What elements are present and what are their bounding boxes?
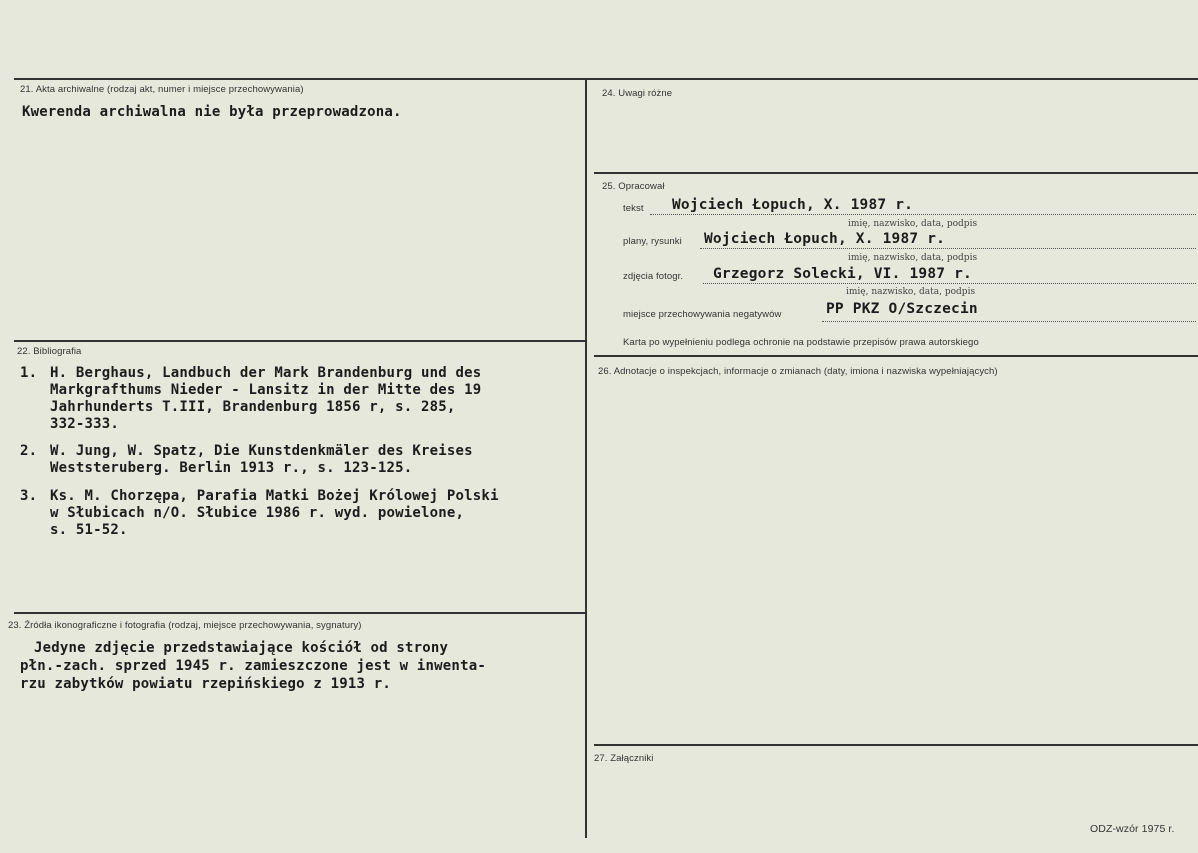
divider-21-22: [14, 340, 586, 342]
form-version-footer: ODZ-wzór 1975 r.: [1090, 823, 1175, 835]
section-21-text: Kwerenda archiwalna nie była przeprowadzona.: [22, 104, 402, 120]
bibliography-entry-1-line-1: H. Berghaus, Landbuch der Mark Brandenburg und des: [50, 365, 482, 381]
tekst-hint: imię, nazwisko, data, podpis: [848, 219, 978, 229]
zdjecia-hint: imię, nazwisko, data, podpis: [846, 287, 976, 297]
bibliography-entry-3-number: 3.: [20, 488, 38, 504]
section-23-line-3: rzu zabytków powiatu rzepińskiego z 1913 r.: [20, 676, 392, 692]
divider-25-26: [594, 355, 1198, 357]
negatywy-line: [822, 321, 1196, 322]
zdjecia-line: [703, 283, 1196, 284]
tekst-line: [650, 214, 1196, 215]
tekst-value: Wojciech Łopuch, X. 1987 r.: [672, 197, 914, 213]
section-22-label: 22. Bibliografia: [17, 346, 82, 357]
divider-24-25: [594, 172, 1198, 174]
plany-line: [700, 248, 1196, 249]
section-23-line-1: Jedyne zdjęcie przedstawiające kościół od strony: [34, 640, 449, 656]
bibliography-entry-3-line-3: s. 51-52.: [50, 522, 128, 538]
bibliography-entry-1-number: 1.: [20, 365, 38, 381]
divider-22-23: [14, 612, 586, 614]
center-divider: [585, 78, 587, 838]
section-27-label: 27. Załączniki: [594, 753, 654, 764]
bibliography-entry-2-line-2: Weststeruberg. Berlin 1913 r., s. 123-125.: [50, 460, 413, 476]
plany-label: plany, rysunki: [623, 236, 682, 247]
plany-hint: imię, nazwisko, data, podpis: [848, 253, 978, 263]
divider-26-27: [594, 744, 1198, 746]
section-24-label: 24. Uwagi różne: [602, 88, 673, 99]
bibliography-entry-1-line-2: Markgrafthums Nieder - Lansitz in der Mitte des 19: [50, 382, 482, 398]
bibliography-entry-1-line-4: 332-333.: [50, 416, 120, 432]
copyright-note: Karta po wypełnieniu podlega ochronie na podstawie przepisów prawa autorskiego: [623, 337, 979, 348]
tekst-label: tekst: [623, 203, 644, 214]
zdjecia-value: Grzegorz Solecki, VI. 1987 r.: [713, 266, 972, 282]
bibliography-entry-3-line-1: Ks. M. Chorzępa, Parafia Matki Bożej Królowej Polski: [50, 488, 499, 504]
bibliography-entry-2-number: 2.: [20, 443, 38, 459]
section-26-label: 26. Adnotacje o inspekcjach, informacje o zmianach (daty, imiona i nazwiska wypełniających): [598, 366, 998, 377]
top-border: [14, 78, 1198, 80]
section-21-label: 21. Akta archiwalne (rodzaj akt, numer i miejsce przechowywania): [20, 84, 304, 95]
zdjecia-label: zdjęcia fotogr.: [623, 271, 684, 282]
bibliography-entry-2-line-1: W. Jung, W. Spatz, Die Kunstdenkmäler des Kreises: [50, 443, 473, 459]
section-23-line-2: płn.-zach. sprzed 1945 r. zamieszczone jest w inwenta-: [20, 658, 486, 674]
section-23-label: 23. Źródła ikonograficzne i fotografia (rodzaj, miejsce przechowywania, sygnatury): [8, 620, 362, 631]
plany-value: Wojciech Łopuch, X. 1987 r.: [704, 231, 946, 247]
bibliography-entry-3-line-2: w Słubicach n/O. Słubice 1986 r. wyd. powielone,: [50, 505, 465, 521]
section-25-label: 25. Opracował: [602, 181, 665, 192]
negatywy-value: PP PKZ O/Szczecin: [826, 301, 978, 317]
bibliography-entry-1-line-3: Jahrhunderts T.III, Brandenburg 1856 r, s. 285,: [50, 399, 456, 415]
negatywy-label: miejsce przechowywania negatywów: [623, 309, 782, 320]
